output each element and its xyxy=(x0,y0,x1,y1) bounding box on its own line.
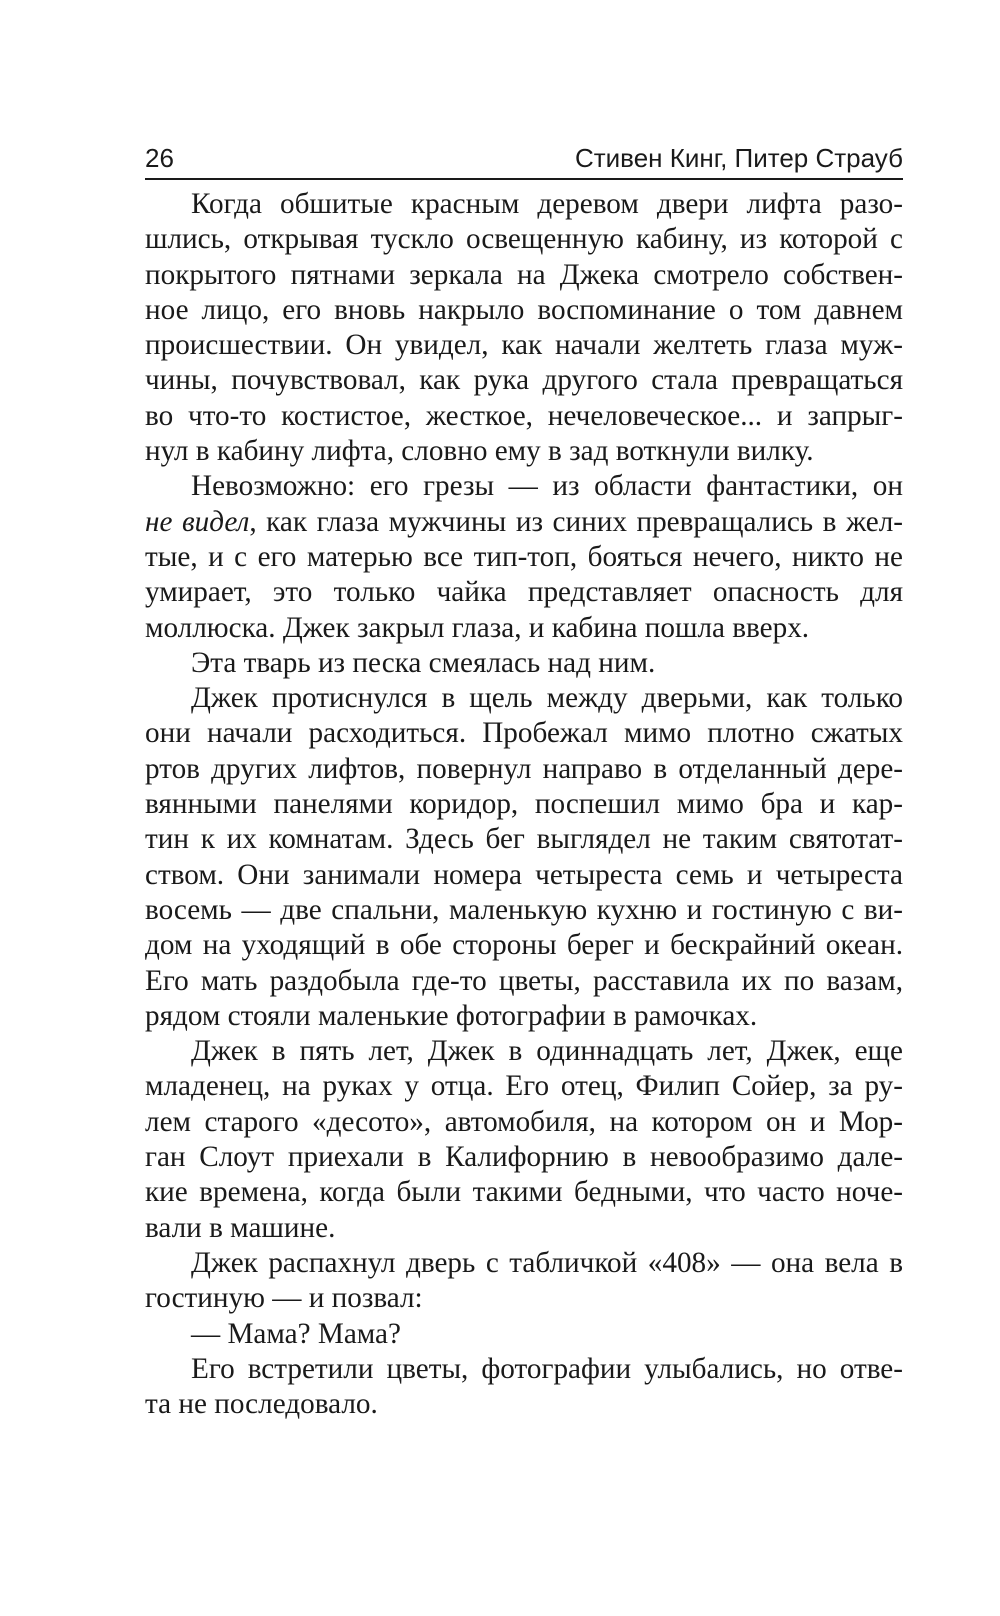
text-line: ством. Они занимали номера четыреста семь и четыреста xyxy=(145,858,903,891)
text-line: ган Слоут приехали в Калифорнию в невообразимо дале- xyxy=(145,1141,903,1174)
text-line: Эта тварь из песка смеялась над ним. xyxy=(191,646,656,679)
text-line: Джек протиснулся в щель между дверьми, как только xyxy=(191,682,903,715)
paragraph-5 xyxy=(145,1034,903,1246)
running-title: Стивен Кинг, Питер Страуб xyxy=(574,143,903,173)
paragraph-7 xyxy=(145,1317,903,1352)
text-line: лем старого «десото», автомобиля, на котором он и Мор- xyxy=(145,1105,903,1138)
italic-phrase: не видел xyxy=(145,505,250,538)
text-line: Его встретили цветы, фотографии улыбались, но отве- xyxy=(191,1352,903,1385)
text-fragment: , как глаза мужчины из синих превращались в жел- xyxy=(249,505,903,538)
text-line xyxy=(145,505,903,540)
text-line: ртов других лифтов, повернул направо в отделанный дере- xyxy=(145,752,903,785)
text-line: дом на уходящий в обе стороны берег и бескрайний океан. xyxy=(145,929,903,962)
paragraph-1 xyxy=(145,187,903,469)
text-line: Невозможно: его грезы — из области фантастики, он xyxy=(191,470,903,503)
text-line: тин к их комнатам. Здесь бег выглядел не таким святотат- xyxy=(145,823,903,856)
text-line: они начали расходиться. Пробежал мимо плотно сжатых xyxy=(145,717,903,750)
text-line: шлись, открывая тускло освещенную кабину, из которой с xyxy=(145,223,903,256)
paragraph-2 xyxy=(145,469,903,645)
text-line: Джек в пять лет, Джек в одиннадцать лет, Джек, еще xyxy=(191,1035,903,1068)
text-line: младенец, на руках у отца. Его отец, Филип Сойер, за ру- xyxy=(145,1070,903,1103)
text-line: ное лицо, его вновь накрыло воспоминание о том давнем xyxy=(145,293,903,326)
paragraph-6 xyxy=(145,1246,903,1317)
text-line: покрытого пятнами зеркала на Джека смотрело собствен- xyxy=(145,258,903,291)
text-line: та не последовало. xyxy=(145,1388,378,1421)
paragraph-4 xyxy=(145,681,903,1034)
text-line: вали в машине. xyxy=(145,1211,336,1244)
page-number: 26 xyxy=(145,143,174,173)
text-line: происшествии. Он увидел, как начали желтеть глаза муж- xyxy=(145,329,903,362)
text-line: гостиную — и позвал: xyxy=(145,1282,423,1315)
text-line: чины, почувствовал, как рука другого стала превращаться xyxy=(145,364,903,397)
text-line: моллюска. Джек закрыл глаза, и кабина пошла вверх. xyxy=(145,611,810,644)
text-line: тые, и с его матерью все тип-топ, бояться нечего, никто не xyxy=(145,540,903,573)
text-line: Джек распахнул дверь с табличкой «408» — она вела в xyxy=(191,1246,903,1279)
running-head xyxy=(145,138,903,180)
text-line: нул в кабину лифта, словно ему в зад воткнули вилку. xyxy=(145,435,814,468)
text-line: кие времена, когда были такими бедными, что часто ноче- xyxy=(145,1176,903,1209)
text-line: восемь — две спальни, маленькую кухню и гостиную с ви- xyxy=(145,893,903,926)
paragraph-3 xyxy=(145,646,903,681)
dialogue-line: — Мама? Мама? xyxy=(191,1317,401,1350)
paragraph-8 xyxy=(145,1352,903,1423)
text-line: рядом стояли маленькие фотографии в рамочках. xyxy=(145,999,758,1032)
text-line: Когда обшитые красным деревом двери лифта разо- xyxy=(191,188,903,220)
body-text xyxy=(145,187,903,1422)
book-page xyxy=(145,138,903,1422)
text-line: Его мать раздобыла где-то цветы, расставила их по вазам, xyxy=(145,964,903,997)
text-line: во что-то костистое, жесткое, нечеловеческое... и запрыг- xyxy=(145,399,903,432)
text-line: вянными панелями коридор, поспешил мимо бра и кар- xyxy=(145,788,903,821)
text-line: умирает, это только чайка представляет опасность для xyxy=(145,576,903,609)
